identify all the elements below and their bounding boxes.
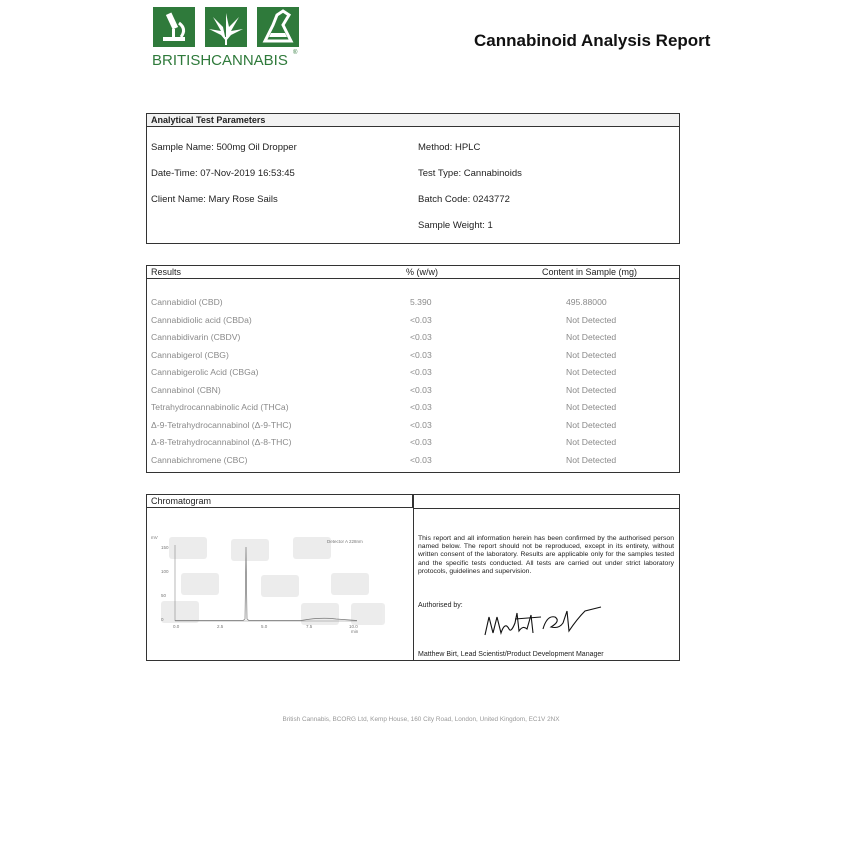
chromatogram-svg bbox=[151, 533, 391, 633]
result-name: Cannabinol (CBN) bbox=[151, 385, 221, 395]
result-name: Cannabidiolic acid (CBDa) bbox=[151, 315, 252, 325]
result-percent: <0.03 bbox=[410, 332, 432, 342]
x-axis-unit: min bbox=[351, 629, 359, 634]
authorised-by-label: Authorised by: bbox=[418, 602, 463, 609]
result-content-mg: Not Detected bbox=[566, 350, 617, 360]
x-tick-label: 0.0 bbox=[173, 624, 180, 629]
result-content-mg: Not Detected bbox=[566, 367, 617, 377]
registered-mark: ® bbox=[293, 50, 298, 56]
result-name: Cannabidiol (CBD) bbox=[151, 297, 223, 307]
result-name: Tetrahydrocannabinolic Acid (THCa) bbox=[151, 402, 289, 412]
microscope-icon bbox=[153, 7, 195, 47]
result-content-mg: Not Detected bbox=[566, 455, 617, 465]
result-percent: 5.390 bbox=[410, 297, 432, 307]
result-content-mg: Not Detected bbox=[566, 402, 617, 412]
results-heading: Results bbox=[151, 267, 182, 277]
result-percent: <0.03 bbox=[410, 367, 432, 377]
x-tick-label: 10.0 bbox=[349, 624, 358, 629]
result-name: Δ-9-Tetrahydrocannabinol (Δ-9-THC) bbox=[151, 420, 292, 430]
result-content-mg: Not Detected bbox=[566, 437, 617, 447]
result-percent: <0.03 bbox=[410, 402, 432, 412]
cannabis-leaf-icon bbox=[205, 7, 247, 47]
column-divider bbox=[413, 495, 414, 661]
results-header bbox=[147, 266, 679, 279]
y-tick-label: 0 bbox=[161, 617, 164, 622]
x-tick-label: 2.5 bbox=[217, 624, 224, 629]
right-heading-rule bbox=[414, 508, 679, 509]
y-tick-label: 150 bbox=[161, 545, 169, 550]
result-name: Cannabigerol (CBG) bbox=[151, 350, 229, 360]
sample-name: Sample Name: 500mg Oil Dropper bbox=[151, 142, 297, 153]
brand-name: BRITISHCANNABIS bbox=[152, 52, 288, 69]
y-tick-label: 50 bbox=[161, 593, 167, 598]
test-type: Test Type: Cannabinoids bbox=[418, 168, 522, 179]
test-parameters-heading: Analytical Test Parameters bbox=[147, 114, 679, 127]
client-name: Client Name: Mary Rose Sails bbox=[151, 194, 278, 205]
flask-icon bbox=[257, 7, 299, 47]
disclaimer-text: This report and all information herein has been confirmed by the authorised person named below. The report should not be reproduced, except in its entirety, without written consent of the laboratory. Results are applicable only for the samples tested and the specific tests conducted. All tests are carried out under strict laboratory protocols, guidelines and supervision. bbox=[418, 535, 674, 575]
mg-column-header: Content in Sample (mg) bbox=[542, 267, 638, 277]
result-content-mg: Not Detected bbox=[566, 332, 617, 342]
chromatogram-plot bbox=[151, 533, 391, 633]
signature bbox=[481, 603, 611, 643]
watermark-pattern bbox=[161, 537, 385, 625]
results-box bbox=[146, 265, 680, 473]
date-time: Date-Time: 07-Nov-2019 16:53:45 bbox=[151, 168, 295, 179]
method: Method: HPLC bbox=[418, 142, 481, 153]
result-percent: <0.03 bbox=[410, 350, 432, 360]
x-tick-label: 7.5 bbox=[306, 624, 313, 629]
result-percent: <0.03 bbox=[410, 385, 432, 395]
result-name: Cannabidivarin (CBDV) bbox=[151, 332, 241, 342]
x-tick-label: 5.0 bbox=[261, 624, 268, 629]
result-content-mg: 495.88000 bbox=[566, 297, 607, 307]
pct-column-header: % (w/w) bbox=[406, 267, 438, 277]
chromatogram-box bbox=[146, 494, 680, 661]
result-name: Cannabigerolic Acid (CBGa) bbox=[151, 367, 259, 377]
test-parameters-box bbox=[146, 113, 680, 244]
result-name: Δ-8-Tetrahydrocannabinol (Δ-8-THC) bbox=[151, 437, 292, 447]
result-content-mg: Not Detected bbox=[566, 315, 617, 325]
result-percent: <0.03 bbox=[410, 455, 432, 465]
result-content-mg: Not Detected bbox=[566, 420, 617, 430]
batch-code: Batch Code: 0243772 bbox=[418, 194, 510, 205]
result-content-mg: Not Detected bbox=[566, 385, 617, 395]
y-axis-label: mV bbox=[151, 535, 158, 540]
y-tick-label: 100 bbox=[161, 569, 169, 574]
footer-address: British Cannabis, BCORG Ltd, Kemp House, 160 City Road, London, United Kingdom, EC1V 2NX bbox=[282, 716, 560, 723]
result-percent: <0.03 bbox=[410, 437, 432, 447]
result-percent: <0.03 bbox=[410, 315, 432, 325]
result-name: Cannabichromene (CBC) bbox=[151, 455, 248, 465]
signatory: Matthew Birt, Lead Scientist/Product Development Manager bbox=[418, 651, 604, 658]
result-percent: <0.03 bbox=[410, 420, 432, 430]
chromatogram-heading: Chromatogram bbox=[147, 495, 413, 508]
peak-label: Detector A 228nm bbox=[327, 539, 363, 544]
report-title: Cannabinoid Analysis Report bbox=[474, 31, 711, 50]
sample-weight: Sample Weight: 1 bbox=[418, 220, 493, 231]
